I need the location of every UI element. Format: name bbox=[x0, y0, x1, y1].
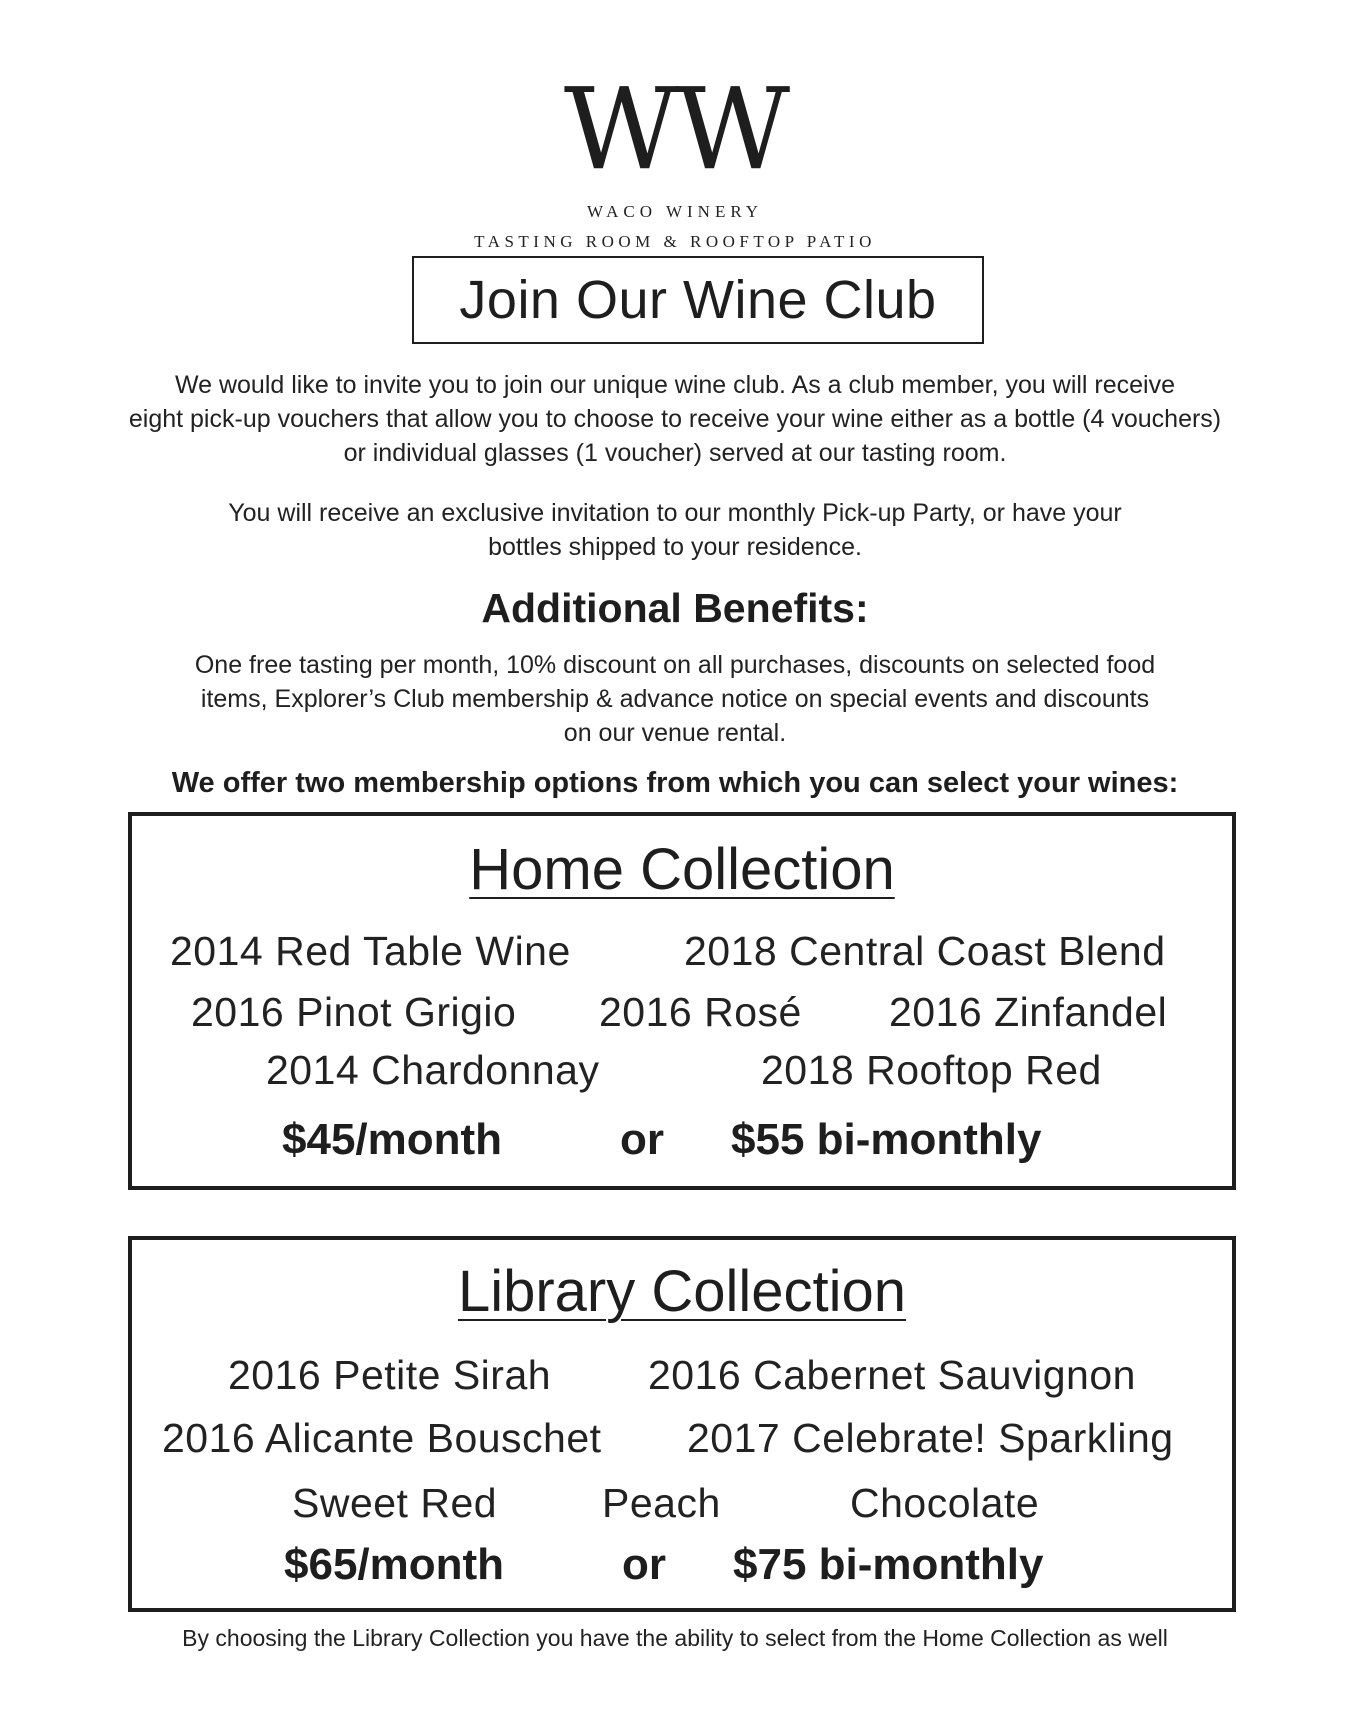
title-box bbox=[412, 256, 984, 344]
price-row bbox=[132, 1115, 1232, 1175]
home-collection-box bbox=[128, 812, 1236, 1190]
wine-item: 2018 Central Coast Blend bbox=[684, 928, 1166, 974]
wine-item: 2016 Alicante Bouschet bbox=[162, 1415, 602, 1461]
library-collection-title: Library Collection bbox=[457, 1259, 907, 1324]
intro-line: eight pick-up vouchers that allow you to choose to receive your wine either as a bottle (4 vouchers) bbox=[128, 405, 1222, 433]
winery-logo bbox=[0, 65, 1350, 252]
wine-item: 2016 Petite Sirah bbox=[228, 1352, 552, 1398]
wine-row bbox=[132, 1415, 1232, 1475]
wine-item: 2016 Pinot Grigio bbox=[191, 989, 517, 1035]
wine-item: 2016 Rosé bbox=[599, 989, 802, 1035]
options-heading: We offer two membership options from which you can select your wines: bbox=[171, 767, 1179, 799]
home-collection-title: Home Collection bbox=[469, 837, 895, 902]
invitation-paragraph bbox=[60, 496, 1290, 564]
wine-item: 2018 Rooftop Red bbox=[761, 1047, 1102, 1093]
wine-row bbox=[132, 1352, 1232, 1412]
wine-item: 2017 Celebrate! Sparkling bbox=[687, 1415, 1174, 1461]
intro-line: or individual glasses (1 voucher) served at our tasting room. bbox=[343, 439, 1007, 467]
invitation-line: You will receive an exclusive invitation to our monthly Pick-up Party, or have your bbox=[228, 499, 1122, 527]
wine-row bbox=[132, 1047, 1232, 1107]
benefits-heading: Additional Benefits: bbox=[481, 585, 869, 631]
wine-item: Chocolate bbox=[850, 1480, 1040, 1526]
benefits-paragraph bbox=[60, 648, 1290, 750]
winery-name: WACO WINERY bbox=[586, 202, 764, 221]
wine-row bbox=[132, 1480, 1232, 1540]
price-row bbox=[132, 1540, 1232, 1600]
price-or: or bbox=[620, 1115, 664, 1164]
winery-tagline: TASTING ROOM & ROOFTOP PATIO bbox=[474, 232, 876, 251]
intro-line: We would like to invite you to join our unique wine club. As a club member, you will receive bbox=[174, 371, 1176, 399]
price-or: or bbox=[622, 1540, 666, 1589]
footnote: By choosing the Library Collection you have the ability to select from the Home Collection as well bbox=[182, 1625, 1168, 1651]
monthly-price: $65/month bbox=[284, 1540, 505, 1589]
benefits-line: One free tasting per month, 10% discount on all purchases, discounts on selected food bbox=[194, 651, 1156, 679]
wine-item: 2014 Chardonnay bbox=[266, 1047, 600, 1093]
bimonthly-price: $75 bi-monthly bbox=[733, 1540, 1044, 1589]
wine-row bbox=[132, 989, 1232, 1049]
wine-item: Sweet Red bbox=[292, 1480, 498, 1526]
benefits-line: items, Explorer’s Club membership & advance notice on special events and discounts bbox=[200, 685, 1150, 713]
page-title: Join Our Wine Club bbox=[459, 270, 937, 330]
bimonthly-price: $55 bi-monthly bbox=[731, 1115, 1042, 1164]
wine-item: 2016 Zinfandel bbox=[889, 989, 1168, 1035]
wine-item: 2016 Cabernet Sauvignon bbox=[648, 1352, 1136, 1398]
library-collection-box bbox=[128, 1236, 1236, 1612]
invitation-line: bottles shipped to your residence. bbox=[488, 533, 862, 561]
wine-item: Peach bbox=[602, 1480, 721, 1526]
monthly-price: $45/month bbox=[282, 1115, 503, 1164]
intro-paragraph bbox=[60, 368, 1290, 470]
wine-row bbox=[132, 928, 1232, 988]
wine-item: 2014 Red Table Wine bbox=[170, 928, 571, 974]
logo-mark: WW bbox=[563, 65, 787, 195]
benefits-line: on our venue rental. bbox=[563, 719, 787, 747]
